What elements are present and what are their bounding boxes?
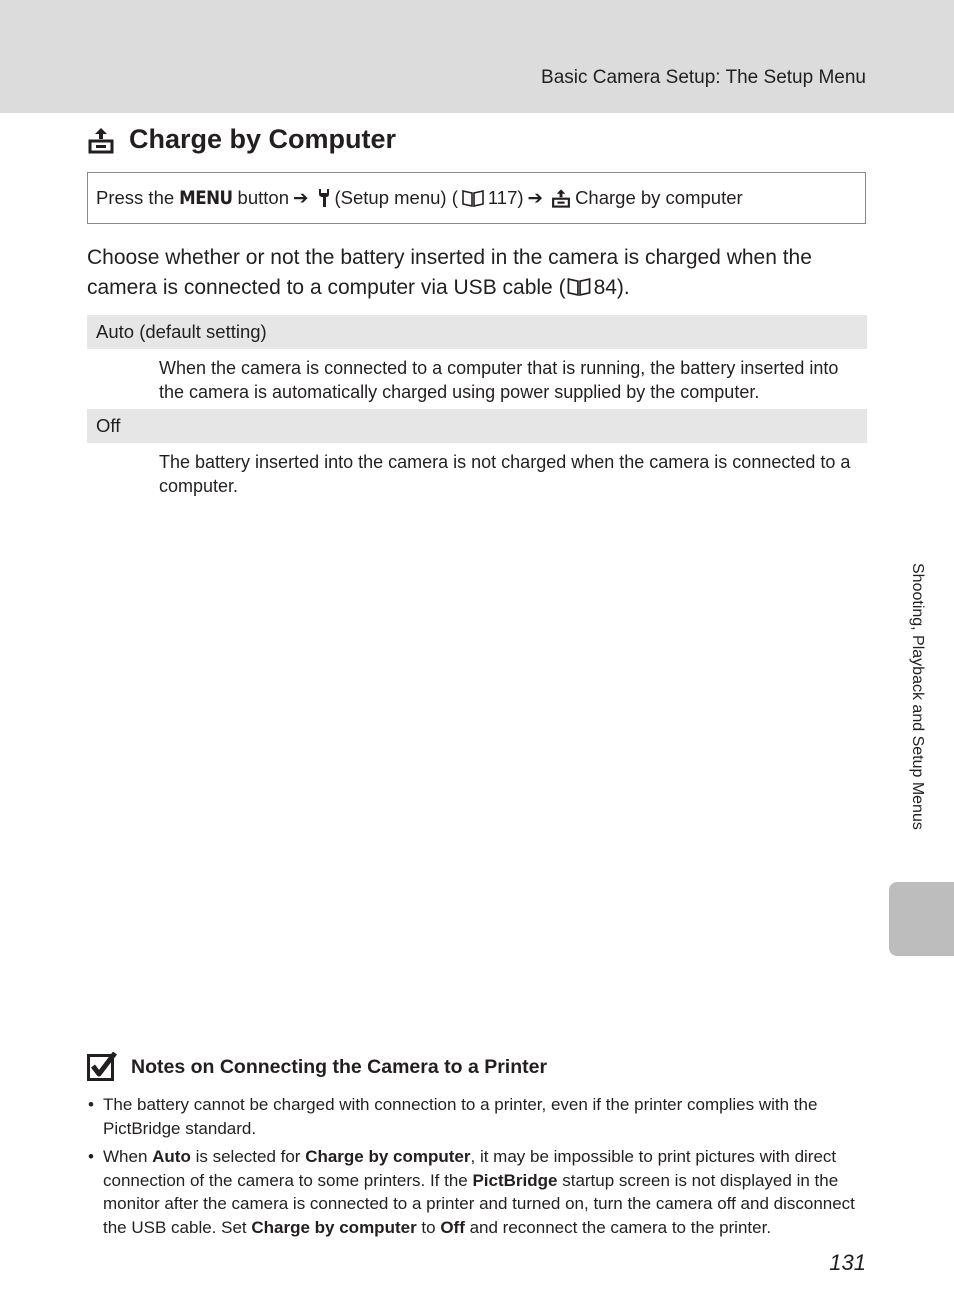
notes-heading <box>87 1052 547 1082</box>
note2-text: is selected for <box>190 1147 306 1166</box>
arrow-right-icon: ➔ <box>292 187 309 208</box>
note2-bold-auto: Auto <box>152 1147 191 1166</box>
option-header-auto: Auto (default setting) <box>87 315 867 349</box>
arrow-right-icon: ➔ <box>527 187 544 208</box>
note2-bold-pictbridge: PictBridge <box>472 1170 558 1190</box>
note2-bold-charge: Charge by computer <box>251 1217 417 1237</box>
nav-press-the: Press the <box>96 187 175 208</box>
intro-page-ref: 84). <box>593 276 630 299</box>
charge-by-computer-icon <box>551 188 571 208</box>
section-side-tab-marker <box>889 882 954 956</box>
charge-by-computer-icon <box>87 126 115 154</box>
book-reference-icon <box>462 189 484 207</box>
note2-bold-charge: Charge by computer <box>305 1147 471 1166</box>
notes-title-text: Notes on Connecting the Camera to a Printer <box>131 1055 548 1078</box>
note2-text: and reconnect the camera to the printer. <box>464 1217 772 1237</box>
notes-list <box>103 1093 867 1244</box>
nav-button-word: button <box>237 187 289 208</box>
menu-navigation-path <box>87 172 866 224</box>
menu-button-glyph: MENU <box>179 187 233 209</box>
option-header-off: Off <box>87 409 867 443</box>
nav-setup-menu: (Setup menu) ( <box>334 187 458 208</box>
note2-text: startup screen is not displayed in the monitor after the camera is connected to a printer and turned on, turn the camera off and disconnect the USB cable. Set <box>103 1170 855 1237</box>
note2-text: to <box>416 1217 441 1237</box>
note2-bold-off: Off <box>440 1217 465 1237</box>
notes-item-2 <box>103 1145 867 1239</box>
section-side-tab-text: Shooting, Playback and Setup Menus <box>909 563 926 830</box>
option-description-auto: When the camera is connected to a computer that is running, the battery inserted into the camera is automatically charged using power supplied by the computer. <box>159 358 839 402</box>
book-reference-icon <box>567 277 591 296</box>
page-title <box>87 124 396 155</box>
page-number: 131 <box>829 1250 866 1275</box>
note2-text: When <box>103 1147 153 1166</box>
wrench-icon <box>317 188 331 208</box>
nav-target-label: Charge by computer <box>575 187 743 208</box>
intro-text: Choose whether or not the battery inserted in the camera is charged when the camera is connected to a computer via USB cable ( <box>87 246 812 299</box>
intro-paragraph <box>87 243 867 303</box>
note2-text: , it may be impossible to print pictures with direct connection of the camera to some printers. If the <box>103 1147 837 1190</box>
nav-setup-page: 117) <box>487 187 524 208</box>
running-header: Basic Camera Setup: The Setup Menu <box>541 67 866 88</box>
checkmark-icon <box>87 1052 117 1082</box>
header-band <box>0 0 954 113</box>
notes-item-1: • The battery cannot be charged with connection to a printer, even if the printer complies with the PictBridge standard. <box>103 1093 867 1140</box>
option-description-off: The battery inserted into the camera is not charged when the camera is connected to a computer. <box>159 452 851 496</box>
page-title-text: Charge by Computer <box>129 124 397 154</box>
